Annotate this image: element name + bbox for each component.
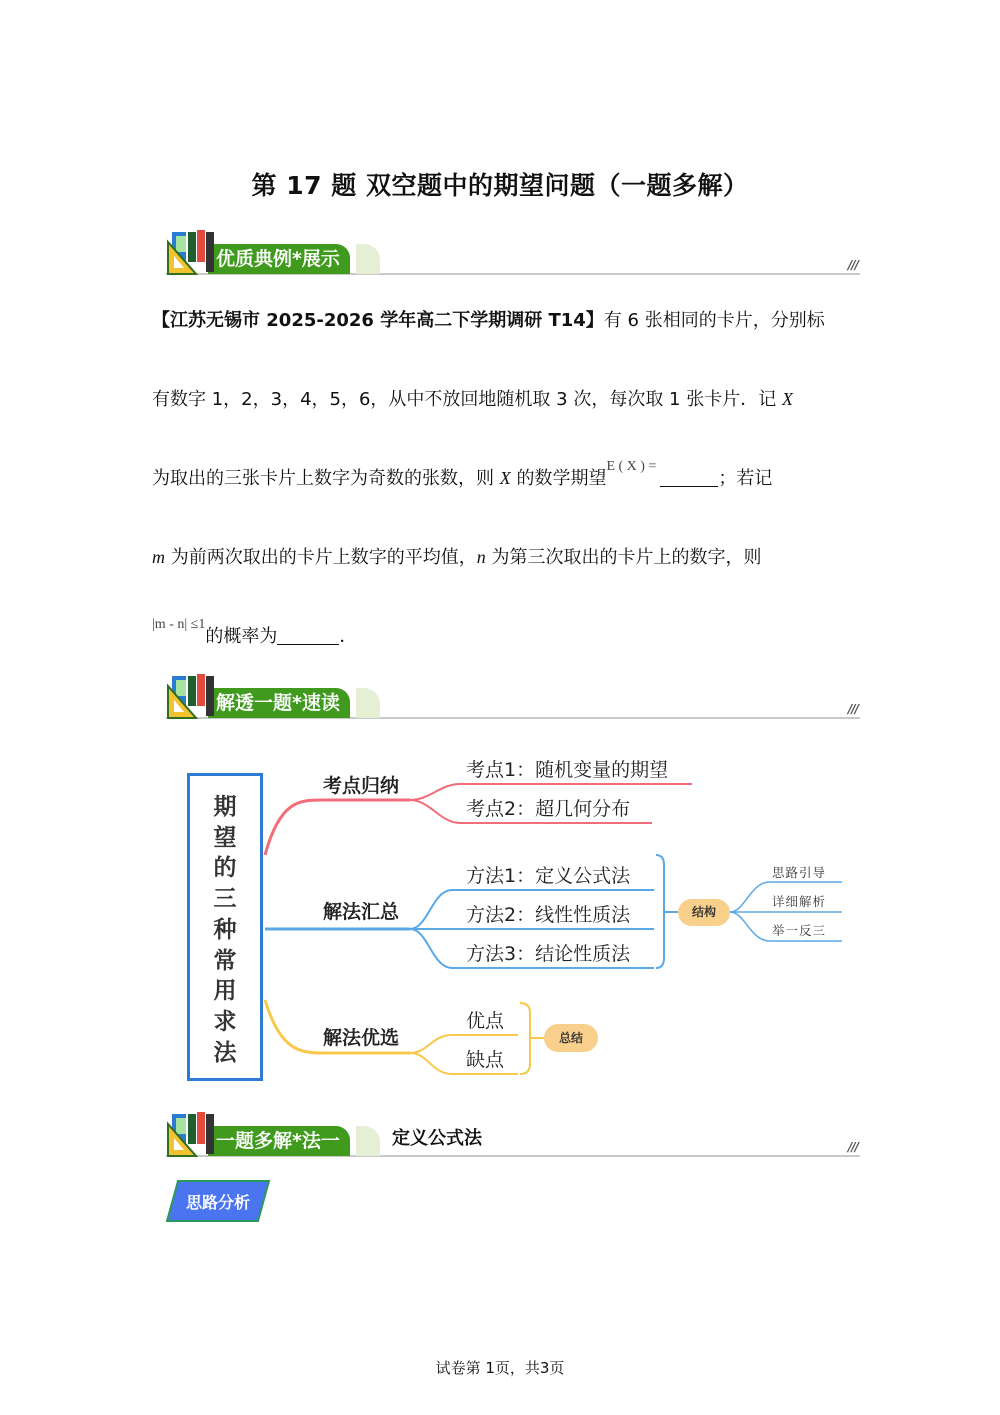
section-title: 解透一题*速读 <box>208 688 350 718</box>
section-header-showcase <box>166 230 860 276</box>
root-char: 求 <box>213 1008 237 1035</box>
section-header-quickread <box>166 674 860 720</box>
branch1-leaf-2: 考点2：超几何分布 <box>466 798 631 820</box>
root-char: 期 <box>213 794 237 820</box>
answer-blank-1[interactable] <box>660 470 718 487</box>
root-char: 望 <box>213 824 237 851</box>
root-char: 三 <box>213 886 237 913</box>
problem-line-5-end: ． <box>339 626 358 647</box>
mindmap-root-label <box>190 792 260 1068</box>
problem-line-2: 有数字 1，2，3，4，5，6，从中不放回地随机取 3 次，每次取 1 张卡片．记 <box>152 389 782 410</box>
header-tab-tail <box>356 1126 380 1156</box>
summary-pill: 总结 <box>544 1024 598 1052</box>
root-char: 法 <box>213 1039 237 1066</box>
section-header-method1 <box>166 1112 860 1158</box>
root-char: 用 <box>213 978 237 1005</box>
branch2-leaf-2: 方法2：线性性质法 <box>466 904 631 926</box>
header-slashes: /// <box>847 702 858 716</box>
books-ruler-icon <box>166 674 218 720</box>
problem-line-1: 有 6 张相同的卡片，分别标 <box>603 310 825 331</box>
var-n: n <box>476 547 486 567</box>
expectation-formula: E ( X ) = <box>606 459 657 474</box>
section-title: 一题多解*法一 <box>208 1126 350 1156</box>
header-tab-tail <box>356 688 380 718</box>
problem-source: 【江苏无锡市 2025-2026 学年高二下学期调研 T14】 <box>152 310 604 331</box>
section-title: 优质典例*展示 <box>208 244 350 274</box>
branch-label-2: 解法汇总 <box>323 901 400 923</box>
page-title: 第 17 题 双空题中的期望问题（一题多解） <box>251 171 749 200</box>
root-char: 常 <box>213 947 237 974</box>
books-ruler-icon <box>166 1112 218 1158</box>
branch3-leaf-2: 缺点 <box>466 1049 505 1071</box>
method-name: 定义公式法 <box>392 1128 482 1149</box>
problem-line-3b: 的数学期望 <box>510 468 607 489</box>
problem-line-3a: 为取出的三张卡片上数字为奇数的张数，则 <box>152 468 500 489</box>
inequality-formula: |m - n| ≤1 <box>152 617 206 632</box>
root-char: 种 <box>213 916 237 943</box>
problem-line-3c: ；若记 <box>718 468 773 489</box>
branch-label-3: 解法优选 <box>323 1027 400 1049</box>
branch-label-1: 考点归纳 <box>323 775 400 797</box>
problem-line-4b: 为第三次取出的卡片上的数字，则 <box>485 547 762 568</box>
structure-pill: 结构 <box>678 899 730 926</box>
header-tab-tail <box>356 244 380 274</box>
analysis-tag <box>166 1180 270 1222</box>
branch1-leaf-1: 考点1：随机变量的期望 <box>466 759 669 781</box>
problem-line-5: 的概率为 <box>205 626 278 647</box>
header-slashes: /// <box>847 258 858 272</box>
var-x: X <box>499 468 511 488</box>
problem-line-4a: 为前两次取出的卡片上数字的平均值， <box>165 547 477 568</box>
books-ruler-icon <box>166 230 218 276</box>
branch3-leaf-1: 优点 <box>466 1010 505 1032</box>
sub-leaf-2: 详细解析 <box>772 894 827 909</box>
problem-text <box>152 306 852 646</box>
branch2-leaf-1: 方法1：定义公式法 <box>466 865 631 887</box>
root-char: 的 <box>213 855 237 882</box>
answer-blank-2[interactable] <box>277 628 339 645</box>
page-footer: 试卷第 1页，共3页 <box>435 1359 565 1377</box>
var-m: m <box>152 547 165 567</box>
mindmap-root <box>187 773 263 1081</box>
tag-label: 思路分析 <box>185 1193 250 1212</box>
sub-leaf-3: 举一反三 <box>772 923 827 938</box>
var-x: X <box>781 389 793 409</box>
branch2-leaf-3: 方法3：结论性质法 <box>466 943 631 965</box>
sub-leaf-1: 思路引导 <box>772 865 827 880</box>
header-slashes: /// <box>847 1140 858 1154</box>
